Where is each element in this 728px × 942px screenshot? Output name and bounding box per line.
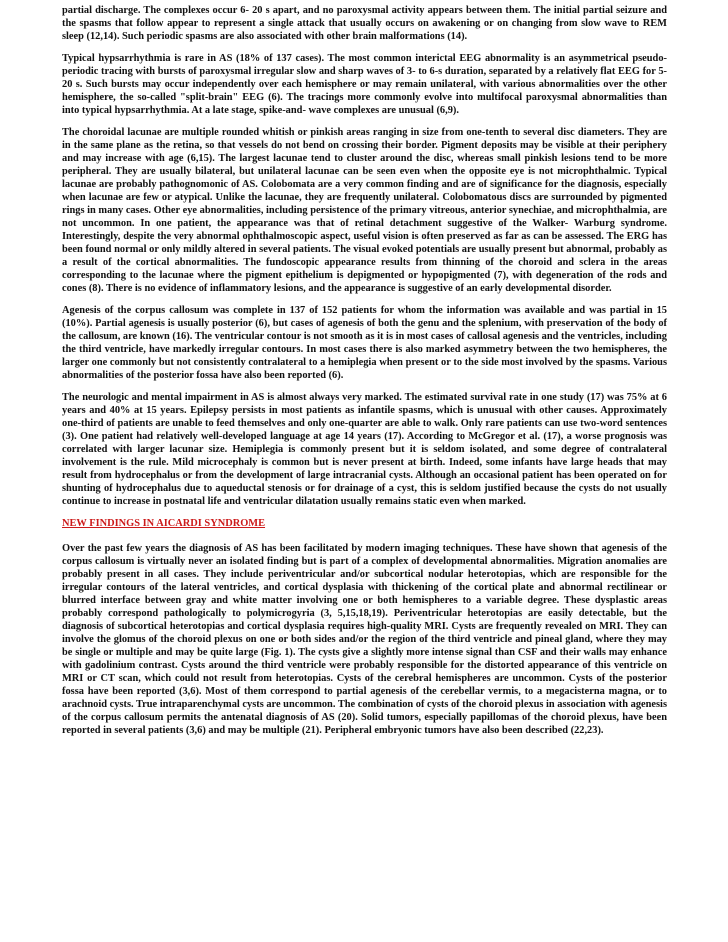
paragraph-hypsarrhythmia: Typical hypsarrhythmia is rare in AS (18% of 137 cases). The most common interictal EEG abnormality is an asymmetrical pseudo-periodic tracing with bursts of paroxysmal irregular slow and sharp waves of 3- to 6-s duration, separated by a relatively flat EEG for 5-20 s. Such bursts may occur independently over each hemisphere or may remain unilateral, with various abnormalities over the other hemisphere, the so-called "split-brain" EEG (6). The tracings more commonly evolve into multifocal paroxysmal abnormalities than into typical hypsarrhythmia. At a late stage, spike-and- wave complexes are unusual (6,9). bbox=[62, 53, 667, 116]
section-heading: NEW FINDINGS IN AICARDI SYNDROME bbox=[62, 518, 266, 529]
paragraph-new-findings: Over the past few years the diagnosis of AS has been facilitated by modern imaging techniques. These have shown that agenesis of the corpus callosum is virtually never an isolated finding but is part of a complex of developmental abnormalities. Migration anomalies are probably present in all cases. They include periventricular and/or subcortical nodular heterotopias, which are responsible for the irregular contours of the lateral ventricles, and cortical dysplasia with thickening of the cortical plate and abnormal rectilinear or blurred interface between gray and white matter involving one or both hemispheres to a variable degree. These dysplastic areas probably correspond pathologically to polymicrogyria (3, 5,15,18,19). Periventricular heterotopias are easily detectable, but the diagnosis of subcortical heterotopias and cortical dysplasia requires high-quality MRI. Cysts are frequently revealed on MRI. They can involve the glomus of the choroid plexus on one or both sides and/or the region of the third ventricle and pineal gland, where they may be single or multiple and may be quite large (Fig. 1). The cysts give a slightly more intense signal than CSF and their walls may enhance with gadolinium contrast. Cysts around the third ventricle were probably responsible for the distorted appearance of this ventricle on MRI or CT scan, which could not result from heterotopias. Cysts of the cerebral hemispheres are uncommon. Cysts of the posterior fossa have been reported (3,6). Most of them correspond to partial agenesis of the cerebellar vermis, to a megacisterna magna, or to arachnoid cysts. True intraparenchymal cysts are uncommon. The combination of cysts of the choroid plexus in association with agenesis of the corpus callosum permits the antenatal diagnosis of AS (20). Solid tumors, especially papillomas of the choroid plexus, have been reported in several patients (3,6) and may be multiple (21). Peripheral embryonic tumors have also been described (22,23). bbox=[62, 543, 667, 736]
paragraph-choroidal-lacunae: The choroidal lacunae are multiple rounded whitish or pinkish areas ranging in size from one-tenth to several disc diameters. They are in the same plane as the retina, so that vessels do not bend on crossing their border. Pigment deposits may be visible at their periphery and may increase with age (6,15). The largest lacunae tend to cluster around the disc, whereas small pinkish lesions tend to be more peripheral. They are usually bilateral, but unilateral lacunae can be seen even when the opposite eye is not microphthalmic. Typical lacunae are probably pathognomonic of AS. Colobomata are a very common finding and are of significance for the diagnosis, especially when lacunae are few or atypical. Unlike the lacunae, they are frequently unilateral. Colobomatous discs are surrounded by pigmented rings in many cases. Other eye abnormalities, including persistence of the primary vitreous, anterior synechiae, and microphthalmia, are not uncommon. In one patient, the appearance was that of retinal detachment suggestive of the Walker- Warburg syndrome. Interestingly, despite the very abnormal ophthalmoscopic aspect, useful vision is often preserved as far as can be assessed. The ERG has been found normal or only mildly altered in several patients. The visual evoked potentials are usually present but abnormal, probably as a result of the cortical abnormalities. The fundoscopic appearance results from thinning of the choroid and sclera in the areas corresponding to the lacunae where the pigment epithelium is depigmented or hypopigmented (7), with degeneration of the rods and cones (8). There is no evidence of inflammatory lesions, and the appearance is suggestive of an early developmental disorder. bbox=[62, 127, 667, 294]
paragraph-neurologic-impairment: The neurologic and mental impairment in AS is almost always very marked. The estimated survival rate in one study (17) was 75% at 6 years and 40% at 15 years. Epilepsy persists in most patients as infantile spasms, which is unusual with other causes. Approximately one-third of patients are unable to feed themselves and only one-quarter are able to walk. Only rare patients can use two-word sentences (3). One patient had relatively well-developed language at age 14 years (17). According to McGregor et al. (17), a worse prognosis was correlated with larger lacunar size. Hemiplegia is commonly present but it is seldom isolated, and some degree of contralateral involvement is the rule. Mild microcephaly is common but is never present at birth. Indeed, some infants have large heads that may result from hydrocephalus or from the development of large intracranial cysts. Although an occasional patient has been operated on for shunting of hydrocephalus due to aqueductal stenosis or for drainage of a cyst, this is seldom justified because the cysts do not usually continue to increase in postnatal life and ventricular dilatation usually remains static even when marked. bbox=[62, 392, 667, 507]
paragraph-corpus-callosum: Agenesis of the corpus callosum was complete in 137 of 152 patients for whom the information was available and was partial in 15 (10%). Partial agenesis is usually posterior (6), but cases of agenesis of both the genu and the splenium, with preservation of the body of the callosum, are known (16). The ventricular contour is not smooth as it is in most cases of callosal agenesis and the ventricles, including the third ventricle, have markedly irregular contours. In most cases there is also marked asymmetry between the two hemispheres, the larger one commonly but not consistently contralateral to a hemiplegia when present or to the side most involved by the spasms. Various abnormalities of the posterior fossa have also been reported (6). bbox=[62, 305, 667, 381]
paragraph-seizure-discharge: partial discharge. The complexes occur 6- 20 s apart, and no paroxysmal activity appears between them. The initial partial seizure and the spasms that follow appear to represent a single attack that usually occurs on awakening or on changing from slow wave to REM sleep (12,14). Such periodic spasms are also associated with other brain malformations (14). bbox=[62, 5, 667, 42]
